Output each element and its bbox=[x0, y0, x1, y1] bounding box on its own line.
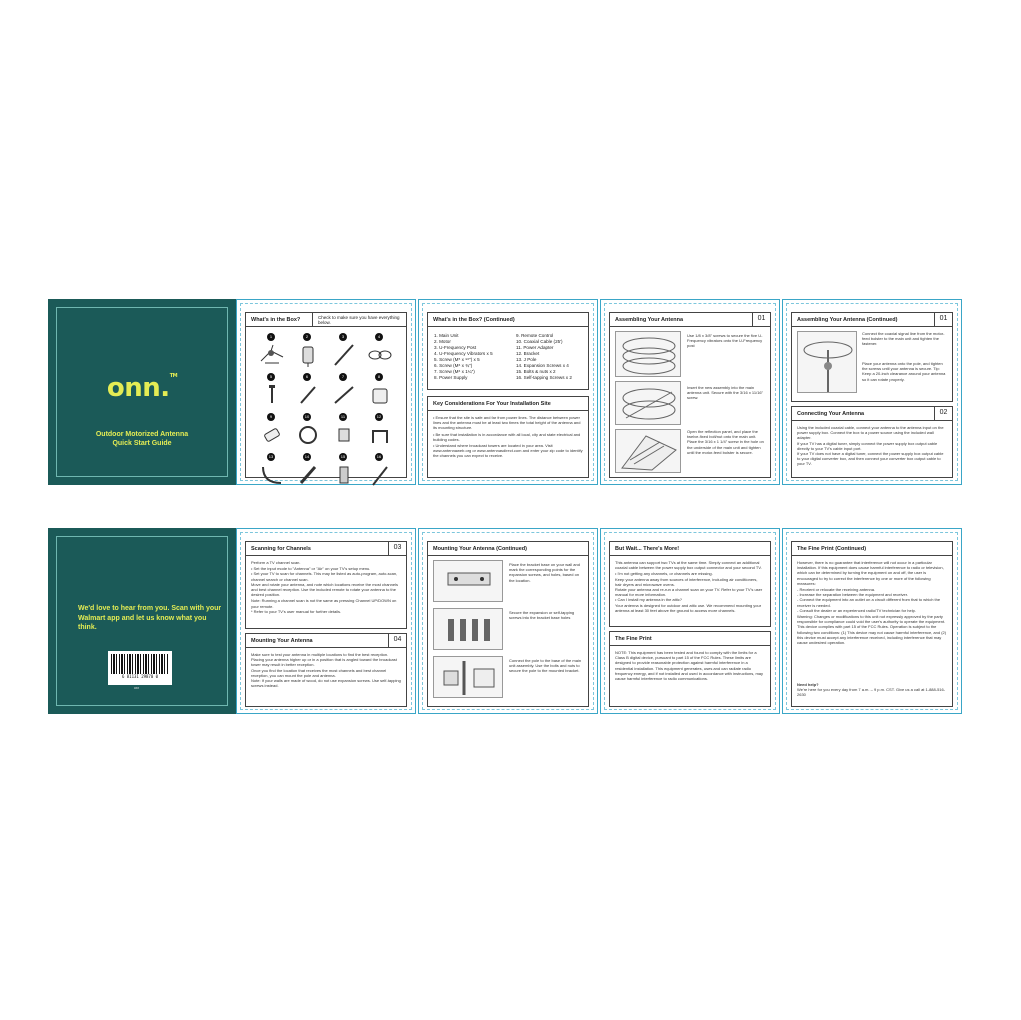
but-wait-section bbox=[609, 541, 771, 627]
motor-icon bbox=[295, 343, 321, 367]
fine-print-continued-text bbox=[797, 560, 947, 646]
post-icon bbox=[331, 343, 357, 367]
panel-assembling bbox=[600, 299, 780, 485]
list-item: 7. Screw (M⁶ x 1¼″) bbox=[434, 369, 475, 374]
bracket-wall-illustration bbox=[433, 560, 503, 602]
panel-scanning bbox=[236, 528, 416, 714]
step-number: 01 bbox=[752, 313, 770, 326]
paragraph: However, there is no guarantee that interference will not occur in a particular installation. If this equipment does cause harmful interference to radio or television, which can be determined by turning the equipment on and off, the user is encouraged to try to correct the interference by one or more of the following measures: bbox=[797, 560, 944, 586]
barcode-sub: ### bbox=[134, 686, 140, 690]
faq-answer: Keep your antenna away from sources of interference, including air conditioners, hair dryers and microwave ovens. bbox=[615, 576, 758, 587]
screw-icon bbox=[295, 383, 321, 407]
self-tapping-screw-icon bbox=[367, 463, 393, 487]
box-continued-title: What's in the Box? (Continued) bbox=[428, 313, 588, 327]
antenna-assembly-illustration bbox=[615, 331, 681, 377]
key-considerations-title: Key Considerations For Your Installation Site bbox=[428, 397, 588, 411]
part-10: 10 bbox=[292, 413, 322, 449]
barcode bbox=[108, 651, 172, 685]
assembly-step-3 bbox=[615, 429, 765, 473]
scanning-header bbox=[246, 542, 406, 556]
vibrator-icon bbox=[367, 343, 393, 367]
part-14: 14 bbox=[292, 453, 322, 489]
fine-print-continued-title: The Fine Print (Continued) bbox=[792, 542, 952, 556]
faq-question: • Can I install my antenna in the attic? bbox=[615, 597, 682, 603]
panel-assembling-continued bbox=[782, 299, 962, 485]
assembling-continued-section bbox=[791, 312, 953, 402]
paragraph: Make sure to test your antenna in multiple locations to find the best reception. Placing your antenna higher up or in a position that is angled toward the broadcast tower may result in better reception. bbox=[251, 652, 397, 668]
scanning-title: Scanning for Channels bbox=[251, 546, 311, 552]
mounting-step-3 bbox=[433, 656, 583, 698]
list-item: 9. Remote Control bbox=[516, 333, 554, 338]
paragraph: Warning: Changes or modifications to this unit not expressly approved by the party responsible for compliance could void the user's authority to operate the equipment. This device complies with part 15 of the FCC Rules. Operation is subject to the following two conditions: (1) This device may not cause harmful interference, and (2) this device must accept any interference received, including interference that may cause undesired operation. bbox=[797, 614, 947, 646]
whats-in-box-section bbox=[245, 312, 407, 478]
assembly-step-2-text: Insert the new assembly into the main antenna unit. Secure with the 3/16 x 11/16" screw. bbox=[687, 385, 764, 401]
faq-answer: Rotate your antenna and re-run a channel scan on your TV. Refer to your TV's user manual for more information. bbox=[615, 587, 763, 598]
fine-print-text: NOTE: This equipment has been tested and found to comply with the limits for a Class B digital device, pursuant to part 15 of the FCC Rules. These limits are designed to provide reasonable protection against harmful interference in a residential installation. This equipment generates, uses and can radiate radio frequency energy, and if not installed and used in accordance with instructions, may cause harmful interference to radio communications. bbox=[615, 650, 764, 682]
antenna-pole-illustration bbox=[797, 331, 857, 393]
contents-col1 bbox=[434, 333, 514, 381]
panel-box-continued bbox=[418, 299, 598, 485]
barcode-bars bbox=[111, 654, 169, 674]
contents-col2 bbox=[516, 333, 596, 381]
remote-icon bbox=[259, 423, 285, 447]
whats-in-box-subtitle: Check to make sure you have everything below. bbox=[312, 313, 408, 326]
mounting-text bbox=[251, 652, 401, 688]
assembly-step-2 bbox=[615, 381, 765, 425]
part-4: 4 bbox=[364, 333, 394, 369]
mounting-section bbox=[245, 633, 407, 707]
mounting-continued-title: Mounting Your Antenna (Continued) bbox=[428, 542, 588, 556]
bottom-sheet bbox=[48, 528, 970, 714]
note: * Refer to your TV's user manual for further details. bbox=[251, 608, 342, 614]
assembling-header bbox=[610, 313, 770, 327]
bracket-icon bbox=[367, 423, 393, 447]
cover-title-line1: Outdoor Motorized Antenna bbox=[95, 431, 189, 438]
part-2: 2 bbox=[292, 333, 322, 369]
list-item: • Understand where broadcast towers are located in your area. Visit www.antennaweb.org or www.antennasdirect.com and enter your zip code to identify the channels you can expect to receive. bbox=[433, 443, 583, 459]
list-item: 12. Bracket bbox=[516, 351, 540, 356]
assembly-step-1-text: Use 1/8 x 3/8" screws to secure the five U-Frequency vibrators onto the U-Frequency post bbox=[687, 333, 763, 349]
step-number: 01 bbox=[934, 313, 952, 326]
connecting-text bbox=[797, 425, 947, 467]
part-8: 8 bbox=[364, 373, 394, 409]
list-item: - Connect the equipment into an outlet on a circuit different from that to which the receiver is needed. bbox=[797, 597, 941, 608]
part-11: 11 bbox=[328, 413, 358, 449]
note: Note: Running a channel scan is not the same as pressing Channel UP/DOWN on your remote. bbox=[251, 598, 397, 609]
paragraph: If your TV does not have a digital tuner, connect the power supply box output cable to your digital converter box, and then connect your converter box output cable to your TV. bbox=[797, 451, 944, 467]
cable-icon bbox=[295, 423, 321, 447]
paragraph: Note: If your walls are made of wood, do not use expansion screws. Use self-tapping screws instead. bbox=[251, 678, 401, 689]
mounting-step-1-text: Place the bracket base on your wall and mark the corresponding points for the expansion screws, and holes, based on the location. bbox=[509, 562, 580, 583]
but-wait-text bbox=[615, 560, 765, 613]
assembling-continued-header bbox=[792, 313, 952, 327]
screw-icon bbox=[259, 383, 285, 407]
step-number: 02 bbox=[934, 407, 952, 420]
list-item: 16. Self-tapping Screws x 2 bbox=[516, 375, 572, 380]
connecting-header bbox=[792, 407, 952, 421]
faq-question: • I'm not getting any channels, or channels are missing. bbox=[615, 571, 713, 577]
list-item: • Ensure that the site is safe and far from power lines. The distance between power lines and the antenna must be at least two times the total height of the antenna and its mounting structure. bbox=[433, 415, 581, 431]
list-item: 3. U-Frequency Post bbox=[434, 345, 477, 350]
help-block bbox=[797, 682, 947, 698]
assembling-section bbox=[609, 312, 771, 478]
faq-answer: Your antenna is designed for outdoor and attic use. We recommend mounting your antenna at least 30 feet above the ground to access more channels. bbox=[615, 602, 762, 613]
mounting-step-2-text: Secure the expansion or self-tapping screws into the bracket base holes bbox=[509, 610, 575, 621]
scanning-text bbox=[251, 560, 401, 614]
back-cover bbox=[48, 528, 236, 714]
part-6: 6 bbox=[292, 373, 322, 409]
list-item: 15. Bolts & nuts x 2 bbox=[516, 369, 556, 374]
adapter-icon bbox=[331, 423, 357, 447]
panel-whats-in-box bbox=[236, 299, 416, 485]
mounting-title: Mounting Your Antenna bbox=[251, 638, 313, 644]
list-item: - Increase the separation between the equipment and receiver. bbox=[797, 592, 908, 598]
box-contents-list-section bbox=[427, 312, 589, 390]
screws-illustration bbox=[433, 608, 503, 650]
assembly-step-3-text: Open the reflection panel, and place the twelve-fixed bolt/nut onto the main unit. Place the 3/16 x 1 1/4" screw in the hole on the underside of the main unit and tighten until the motor-feed bolster is secure. bbox=[687, 429, 764, 455]
list-item: 13. J Pole bbox=[516, 357, 537, 362]
list-item: - Consult the dealer or an experienced radio/TV technician for help. bbox=[797, 607, 916, 613]
paragraph: This antenna can support two TVs at the same time. Simply connect an additional coaxial cable between the power supply box output connector and your second TV. bbox=[615, 560, 762, 571]
paragraph: Using the included coaxial cable, connect your antenna to the antenna input on the power supply box. Connect the box to a power source using the included wall adapter. bbox=[797, 425, 944, 441]
onn-logo bbox=[48, 373, 236, 403]
list-item: 2. Motor bbox=[434, 339, 451, 344]
logo-text: onn. bbox=[106, 373, 170, 403]
key-considerations-text bbox=[433, 415, 583, 460]
antenna-insert-illustration bbox=[615, 381, 681, 425]
assembly-cont-step-2-text: Place your antenna onto the pole, and tighten the screws until your antenna is secure. Tip: Keep a 20-inch clearance around your antenna so it can rotate properly. bbox=[862, 361, 946, 382]
top-sheet bbox=[48, 299, 970, 485]
part-12: 12 bbox=[364, 413, 394, 449]
cover-title-line2: Quick Start Guide bbox=[112, 440, 172, 447]
part-13: 13 bbox=[256, 453, 286, 489]
barcode-number: 6 81131 29870 0 bbox=[121, 674, 159, 679]
part-7: 7 bbox=[328, 373, 358, 409]
connecting-title: Connecting Your Antenna bbox=[797, 411, 865, 417]
part-9: 9 bbox=[256, 413, 286, 449]
fine-print-continued-section bbox=[791, 541, 953, 707]
part-5: 5 bbox=[256, 373, 286, 409]
part-3: 3 bbox=[328, 333, 358, 369]
power-supply-icon bbox=[367, 383, 393, 407]
list-item: 11. Power Adapter bbox=[516, 345, 554, 350]
part-1: 1 bbox=[256, 333, 286, 369]
whats-in-box-header bbox=[246, 313, 406, 327]
help-text: We're here for you every day from 7 a.m. – 9 p.m. CST. Give us a call at 1-888-516-2630 bbox=[797, 687, 946, 698]
but-wait-title: But Wait... There's More! bbox=[610, 542, 770, 556]
mounting-step-1 bbox=[433, 560, 583, 602]
assembly-cont-step-1-text: Connect the coaxial signal line from the motor-feed bolster to the main unit and tighten the fastener. bbox=[862, 331, 945, 347]
whats-in-box-title: What's in the Box? bbox=[251, 317, 301, 323]
mounting-step-2 bbox=[433, 608, 583, 650]
list-item: 14. Expansion Screws x 4 bbox=[516, 363, 569, 368]
paragraph: Perform a TV channel scan. bbox=[251, 560, 301, 565]
fine-print-section bbox=[609, 631, 771, 707]
list-item: 8. Power Supply bbox=[434, 375, 468, 380]
paragraph: Once you find the location that receives the most channels and best channel reception, you can mount the pole and antenna. bbox=[251, 667, 387, 678]
paragraph: Move and rotate your antenna, and note which locations receive the most channels and best channel reception. Use the included remote to rotate your antenna to the desired position. bbox=[251, 581, 398, 598]
list-item: - Reorient or relocate the receiving antenna. bbox=[797, 587, 876, 593]
part-16: 16 bbox=[364, 453, 394, 489]
scanning-section bbox=[245, 541, 407, 629]
pole-bracket-illustration bbox=[433, 656, 503, 698]
part-15: 15 bbox=[328, 453, 358, 489]
j-pole-icon bbox=[259, 463, 285, 487]
list-item: 5. Screw (M⁵ x ⁹⁶″) x 5 bbox=[434, 357, 480, 362]
list-item: • Set your TV to scan for channels. This may be listed as auto-program, auto-scan, channel search or channel scan. bbox=[251, 571, 398, 582]
front-cover bbox=[48, 299, 236, 485]
logo-tm: TM bbox=[169, 373, 178, 379]
panel-mounting-continued bbox=[418, 528, 598, 714]
bolt-icon bbox=[331, 463, 357, 487]
cover-title bbox=[58, 430, 226, 448]
assembling-continued-title: Assembling Your Antenna (Continued) bbox=[797, 317, 898, 323]
list-item: 4. U-Frequency Vibrators x 5 bbox=[434, 351, 493, 356]
mounting-continued-section bbox=[427, 541, 589, 707]
list-item: 6. Screw (M⁶ x ¾″) bbox=[434, 363, 473, 368]
reflection-panel-illustration bbox=[615, 429, 681, 473]
list-item: 10. Coaxial Cable (25') bbox=[516, 339, 563, 344]
assembly-step-1 bbox=[615, 331, 765, 377]
step-number: 03 bbox=[388, 542, 406, 555]
connecting-section bbox=[791, 406, 953, 478]
list-item: • Be sure that installation is in accordance with all local, city and state electrical and building codes. bbox=[433, 431, 581, 442]
feedback-text: We'd love to hear from you. Scan with your Walmart app and let us know what you think. bbox=[78, 605, 222, 631]
assembling-title: Assembling Your Antenna bbox=[615, 317, 684, 323]
screw-icon bbox=[331, 383, 357, 407]
mounting-step-3-text: Connect the pole to the base of the main unit assembly. Use the bolts and nuts to secure the pole to the mounted bracket. bbox=[509, 658, 582, 674]
expansion-screw-icon bbox=[295, 463, 321, 487]
key-considerations-section bbox=[427, 396, 589, 478]
panel-fine-print-continued bbox=[782, 528, 962, 714]
main-unit-icon bbox=[259, 343, 285, 367]
list-item: • Set the input mode to "Antenna" or "Air" on your TV's setup menu. bbox=[251, 566, 371, 572]
paragraph: If your TV has a digital tuner, simply connect the power supply box output cable directly to your TV's cable input port. bbox=[797, 440, 938, 451]
fine-print-title: The Fine Print bbox=[610, 632, 770, 646]
step-number: 04 bbox=[388, 634, 406, 647]
list-item: 1. Main Unit bbox=[434, 333, 459, 338]
help-title: Need help? bbox=[797, 682, 819, 687]
panel-but-wait bbox=[600, 528, 780, 714]
mounting-header bbox=[246, 634, 406, 648]
